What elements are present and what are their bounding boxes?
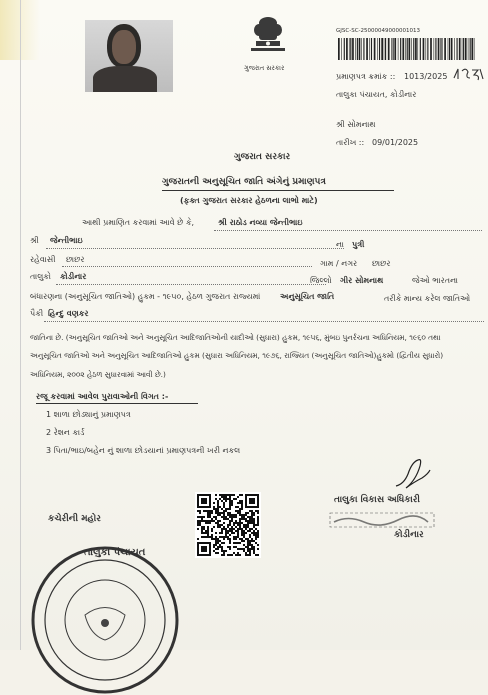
title-underline (162, 190, 394, 191)
line1-prefix: આથી પ્રમાણિત કરવામાં આવે છે કે, (82, 218, 195, 227)
date: 09/01/2025 (372, 138, 419, 147)
applicant-name: શ્રી રાઠોડ નવ્યા જેન્તીભાઇ (218, 218, 303, 227)
applicant-name-line (214, 230, 482, 231)
emblem-caption: ગુજરાત સરકાર (244, 64, 285, 72)
round-office-stamp (30, 545, 180, 695)
village-a: છાછર (66, 255, 85, 264)
document-item: 2 રેશન કાર્ડ (46, 428, 85, 437)
category: અનુસૂચિત જાતિ (280, 292, 335, 301)
paragraph-line-2: અનુસૂચિત જાતિઓ અને અનુસૂચિત આદિજાતિઓ હુકમ (સુધારા અધિનિયમ, ૧૯૭૬, રાજ્યિત (અનુસૂચિત જાતિઓ)હુકમો (દ્વિતીય સુધારો) (30, 351, 444, 360)
officer-seal-stamp (328, 510, 436, 532)
certificate-number-label: પ્રમાણપત્ર ક્રમાંક :: (336, 72, 396, 81)
taluka-label: તાલુકો (30, 272, 51, 281)
taluka-line (56, 284, 326, 285)
handwritten-number-icon (452, 66, 486, 82)
relation: પુત્રી (352, 240, 365, 249)
caste-line (44, 321, 484, 322)
father-label: શ્રી (30, 236, 39, 245)
document-item: 1 શાળા છોડ્યાનું પ્રમાણપત્ર (46, 410, 131, 419)
reference-line: શ્રી સોમનાથ (336, 120, 376, 129)
paragraph-line-1: જાતિના છે. (અનુસૂચિત જાતિઓ અને અનુસૂચિત આદિજાતિઓની યાદીઓ (સુધારા) હુકમ, ૧૯૫૬, મુંબઇ પુનર્રચના અધિનિયમ, ૧૯૬૦ તથા (30, 333, 441, 342)
government-heading: ગુજરાત સરકાર (234, 152, 291, 162)
caste-label: પૈકી (30, 309, 44, 318)
documents-underline (36, 403, 198, 404)
taluka: કોડીનાર (60, 272, 87, 281)
barcode-text: GJSC-SC-25000049000001013 (336, 28, 421, 34)
document-item: 3 પિતા/ભાઇ/બહેન નું શાળા છોડયાનાં પ્રમાણપત્રની ખરી નકલ (46, 446, 241, 455)
constitution-line: બંધારણના (અનુસૂચિત જાતિઓ) હુકમ - ૧૯૫૦, હેઠળ ગુજરાત રાજ્યમાં (30, 292, 261, 301)
qr-code (195, 492, 261, 558)
documents-heading: રજૂ કરવામાં આવેલ પુરાવાઓની વિગત :- (36, 392, 169, 401)
barcode (336, 36, 476, 62)
district: ગીર સોમનાથ (340, 276, 384, 285)
stamp-text: તાલુકા પંચાયત (84, 547, 146, 558)
village-label: ગામ / નગર (320, 259, 358, 268)
father-name: જેન્તીભાઇ (50, 236, 83, 245)
applicant-photo (85, 20, 173, 92)
officer-title: તાલુકા વિકાસ અધિકારી (334, 495, 421, 505)
date-label: તારીખ :: (336, 138, 365, 147)
officer-place: કોડીનાર (394, 530, 424, 540)
category-suffix: તરીકે માન્ય કરેલ જાતિઓ (384, 294, 471, 303)
office-seal-label: કચેરીની મહોર (48, 514, 101, 524)
caste: હિન્દુ વણકર (48, 309, 89, 318)
resident-label: રહેવાસી (30, 255, 56, 264)
margin-line (20, 0, 21, 650)
village-line (62, 266, 312, 267)
state-label: જેઓ ભારતના (412, 276, 459, 285)
certificate-number: 1013/2025 (404, 72, 448, 81)
certificate-subtitle: (ફક્ત ગુજરાત સરકાર હેઠળના લાભો માટે) (180, 196, 318, 205)
father-name-line (46, 248, 344, 249)
relation-label: ના (336, 240, 344, 249)
village-b: છાછર (372, 259, 391, 268)
signature-icon (392, 456, 432, 492)
district-label: જિલ્લો (310, 276, 332, 285)
taluka-panchayat: તાલુકા પંચાયત, કોડીનાર (336, 90, 417, 99)
paragraph-line-3: અધિનિયમ, ૨૦૦૨ હેઠળ સુધારવામાં આવી છે.) (30, 370, 166, 379)
certificate-title: ગુજરાતની અનુસૂચિત જાતિ અંગેનું પ્રમાણપત્ર (162, 177, 326, 187)
